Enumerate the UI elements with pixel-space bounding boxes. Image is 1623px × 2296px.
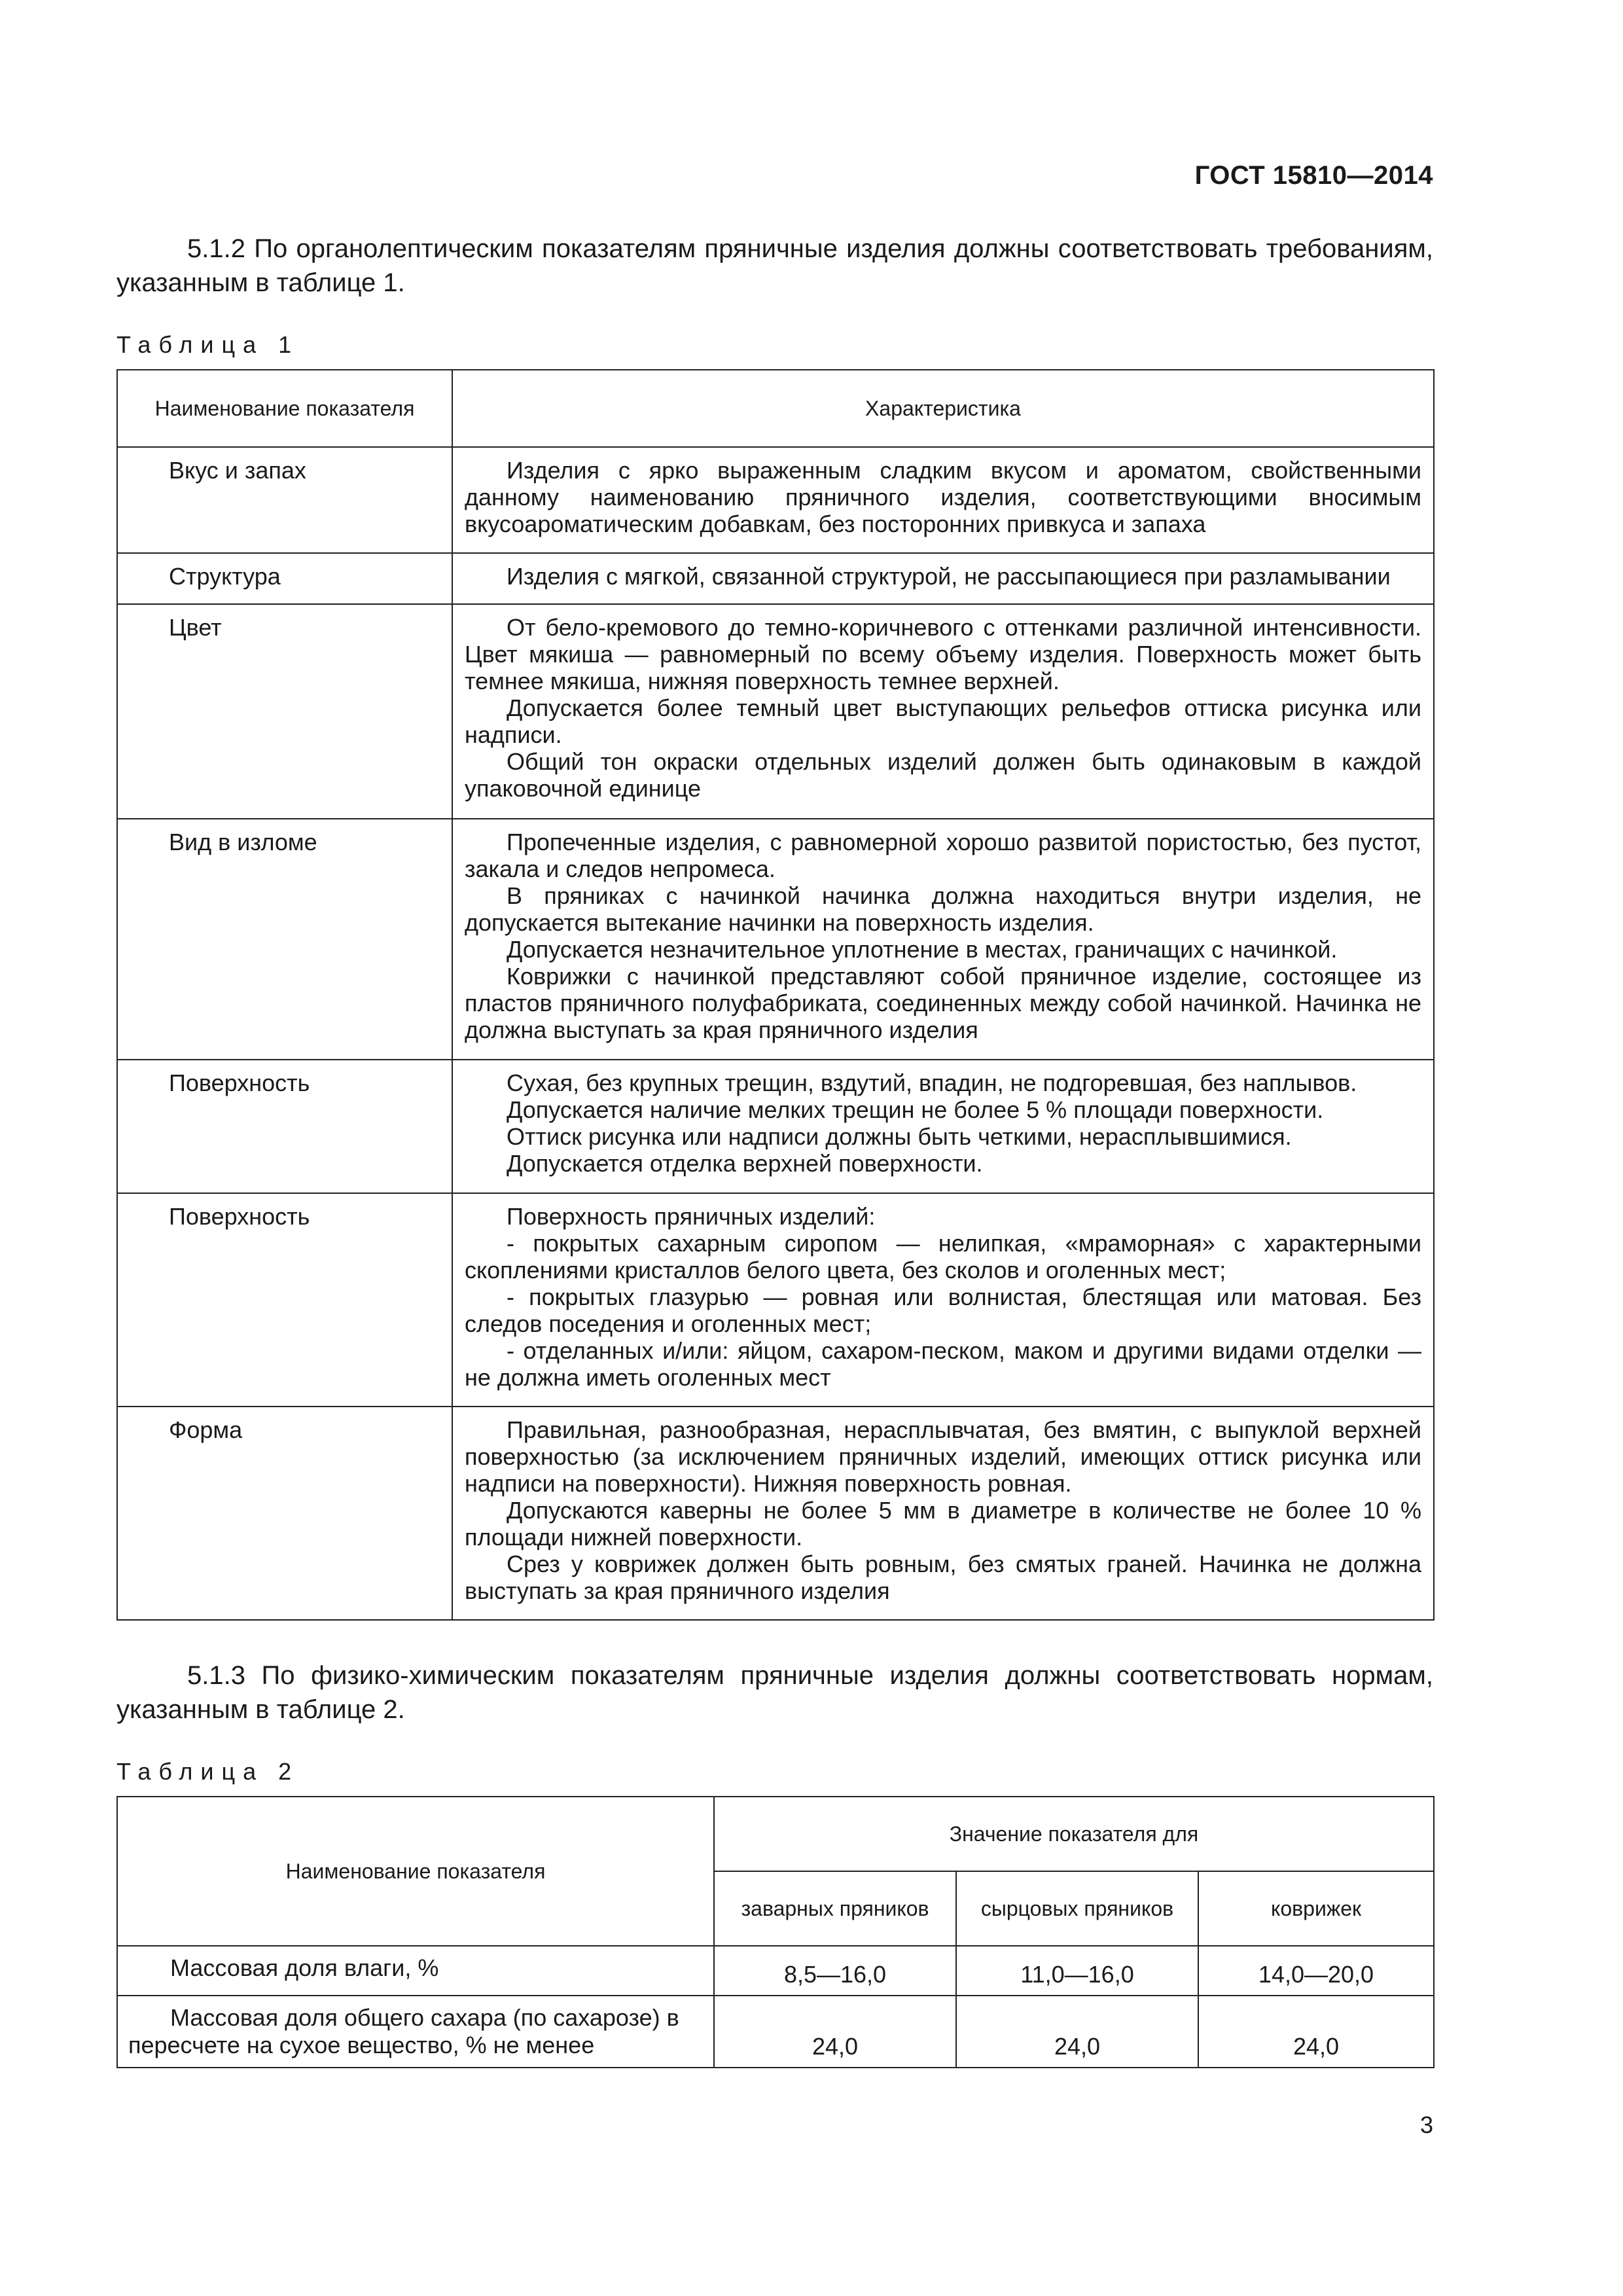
row-description	[452, 1407, 1434, 1620]
table2-header-name: Наименование показателя	[117, 1797, 714, 1946]
row-description	[452, 447, 1434, 553]
row-name: Поверхность	[117, 1060, 452, 1193]
description-paragraph: Допускаются каверны не более 5 мм в диаметре в количестве не более 10 % площади нижней поверхности.	[465, 1497, 1421, 1551]
description-paragraph: В пряниках с начинкой начинка должна находиться внутри изделия, не допускается вытекание начинки на поверхность изделия.	[465, 882, 1421, 936]
row-name	[117, 1996, 714, 2068]
row-description	[452, 553, 1434, 604]
row-name: Поверхность	[117, 1193, 452, 1407]
row-name-text: Массовая доля влаги, %	[170, 1954, 439, 1981]
table1-caption: Таблица 1	[116, 331, 300, 358]
description-paragraph: - отделанных и/или: яйцом, сахаром-песком, маком и другими видами отделки — не должна иметь оголенных мест	[465, 1337, 1421, 1391]
row-description	[452, 819, 1434, 1060]
table-row	[117, 604, 1434, 819]
table-row	[117, 447, 1434, 553]
description-paragraph: - покрытых глазурью — ровная или волнистая, блестящая или матовая. Без следов поседения и оголенных мест;	[465, 1283, 1421, 1337]
table2-subheader-zavarnye: заварных пряников	[714, 1871, 956, 1946]
description-paragraph: От бело-кремового до темно-коричневого с оттенками различной интенсивности. Цвет мякиша — равномерный по всему объему изделия. Поверхность может быть темнее мякиша, нижняя поверхность темнее верхней.	[465, 614, 1421, 694]
table-row	[117, 1996, 1434, 2068]
description-paragraph: Допускается наличие мелких трещин не более 5 % площади поверхности.	[507, 1096, 1324, 1123]
description-paragraph: Поверхность пряничных изделий:	[507, 1203, 876, 1230]
value-cell: 24,0	[956, 1996, 1198, 2068]
value-cell: 24,0	[714, 1996, 956, 2068]
document-code: ГОСТ 15810—2014	[1194, 161, 1433, 190]
paragraph-5-1-2	[116, 232, 1433, 300]
table-row	[117, 553, 1434, 604]
row-description	[452, 1193, 1434, 1407]
table-row	[117, 819, 1434, 1060]
description-paragraph: Общий тон окраски отдельных изделий должен быть одинаковым в каждой упаковочной единице	[465, 748, 1421, 802]
description-paragraph: Допускается отделка верхней поверхности.	[507, 1150, 983, 1177]
row-description	[452, 604, 1434, 819]
table2-caption: Таблица 2	[116, 1758, 300, 1785]
table2-subheader-syrtsovye: сырцовых пряников	[956, 1871, 1198, 1946]
table-row	[117, 1407, 1434, 1620]
page-number: 3	[1419, 2111, 1433, 2138]
description-paragraph: Коврижки с начинкой представляют собой пряничное изделие, состоящее из пластов пряничного полуфабриката, соединенных между собой начинкой. Начинка не должна выступать за края пряничного изделия	[465, 963, 1421, 1043]
description-paragraph: Пропеченные изделия, с равномерной хорошо развитой пористостью, без пустот, закала и следов непромеса.	[465, 829, 1421, 882]
table-header-row	[117, 1797, 1434, 1871]
row-description	[452, 1060, 1434, 1193]
value-cell: 11,0—16,0	[956, 1946, 1198, 1996]
table-header-row	[117, 370, 1434, 447]
row-name-text: Массовая доля общего сахара (по сахарозе) в пересчете на сухое вещество, % не менее	[128, 2004, 679, 2058]
description-paragraph: Срез у коврижек должен быть ровным, без смятых граней. Начинка не должна выступать за края пряничного изделия	[465, 1551, 1421, 1604]
paragraph-5-1-2-text: 5.1.2 По органолептическим показателям пряничные изделия должны соответствовать требованиям, указанным в таблице 1.	[116, 234, 1433, 297]
description-paragraph: Допускается более темный цвет выступающих рельефов оттиска рисунка или надписи.	[465, 694, 1421, 748]
value-cell: 14,0—20,0	[1198, 1946, 1434, 1996]
table-row	[117, 1193, 1434, 1407]
row-name	[117, 1946, 714, 1996]
description-paragraph: Сухая, без крупных трещин, вздутий, впадин, не подгоревшая, без наплывов.	[507, 1069, 1357, 1096]
table2-header-group: Значение показателя для	[714, 1797, 1434, 1871]
row-name: Форма	[117, 1407, 452, 1620]
table-2	[116, 1796, 1435, 2068]
table2-subheader-kovrizhki: коврижек	[1198, 1871, 1434, 1946]
paragraph-5-1-3-text: 5.1.3 По физико-химическим показателям пряничные изделия должны соответствовать нормам, указанным в таблице 2.	[116, 1661, 1433, 1724]
row-name: Структура	[117, 553, 452, 604]
value-cell: 24,0	[1198, 1996, 1434, 2068]
description-paragraph: Оттиск рисунка или надписи должны быть четкими, нерасплывшимися.	[507, 1123, 1292, 1150]
row-name: Цвет	[117, 604, 452, 819]
description-paragraph: Изделия с мягкой, связанной структурой, не рассыпающиеся при разламывании	[507, 563, 1391, 590]
description-paragraph: Правильная, разнообразная, нерасплывчатая, без вмятин, с выпуклой верхней поверхностью (за исключением пряничных изделий, имеющих оттиск рисунка или надписи на поверхности). Нижняя поверхность ровная.	[465, 1416, 1421, 1497]
table-row	[117, 1946, 1434, 1996]
description-paragraph: Изделия с ярко выраженным сладким вкусом и ароматом, свойственными данному наименованию пряничного изделия, соответствующими вносимым вкусоароматическим добавкам, без посторонних привкуса и запаха	[465, 457, 1421, 537]
row-name: Вкус и запах	[117, 447, 452, 553]
value-cell: 8,5—16,0	[714, 1946, 956, 1996]
description-paragraph: - покрытых сахарным сиропом — нелипкая, «мраморная» с характерными скоплениями кристаллов белого цвета, без сколов и оголенных мест;	[465, 1230, 1421, 1283]
table1-header-name: Наименование показателя	[117, 370, 452, 447]
row-name: Вид в изломе	[117, 819, 452, 1060]
table1-header-characteristic: Характеристика	[452, 370, 1434, 447]
table-1	[116, 369, 1435, 1621]
paragraph-5-1-3	[116, 1659, 1433, 1727]
description-paragraph: Допускается незначительное уплотнение в местах, граничащих с начинкой.	[507, 936, 1338, 963]
table-row	[117, 1060, 1434, 1193]
